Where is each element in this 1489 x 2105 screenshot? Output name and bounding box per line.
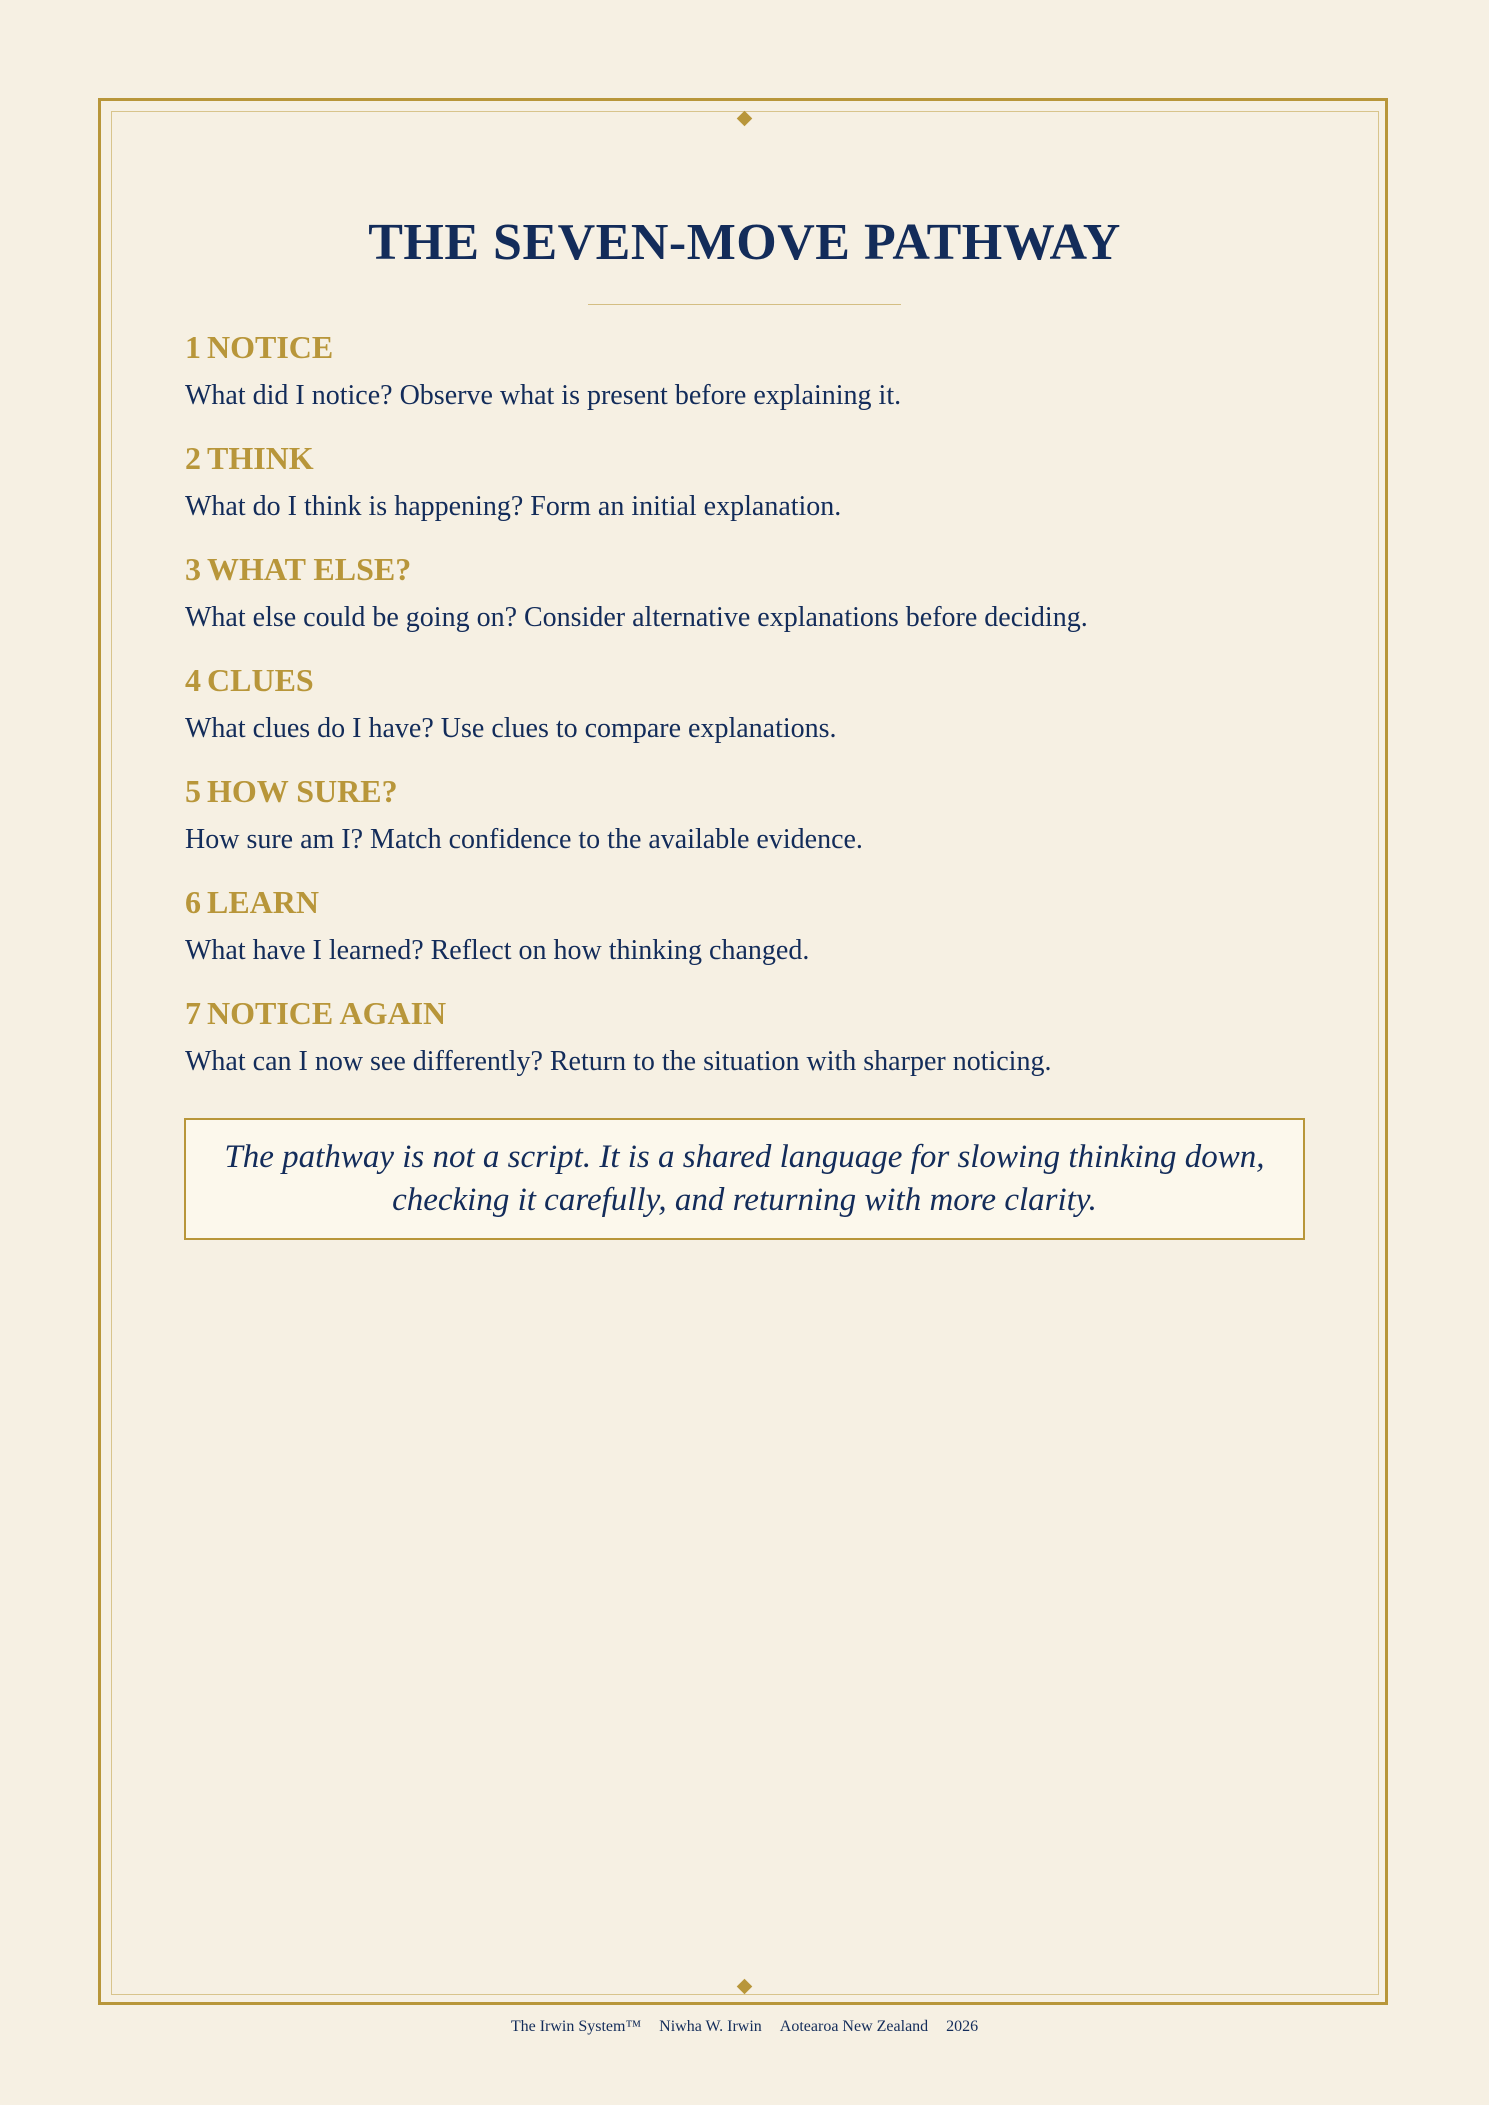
move-description: What have I learned? Reflect on how thinking changed. [185,935,810,966]
footer-author: Niwha W. Irwin [659,2018,762,2035]
move-description: What else could be going on? Consider alternative explanations before deciding. [185,602,1088,633]
footer-system: The Irwin System™ [510,2018,642,2035]
move-number: 7 [185,995,201,1031]
move-item-how-sure [185,769,1305,880]
move-number: 1 [185,329,201,365]
move-number: 4 [185,662,201,698]
move-label: HOW SURE? [207,773,398,809]
move-label: LEARN [207,884,320,920]
move-item-learn [185,880,1305,991]
page-title: THE SEVEN-MOVE PATHWAY [368,214,1121,271]
move-item-clues [185,658,1305,769]
move-label: NOTICE AGAIN [207,995,447,1031]
move-item-notice [185,325,1305,436]
move-label: NOTICE [207,329,334,365]
move-description: How sure am I? Match confidence to the available evidence. [185,824,863,855]
move-heading [185,436,1305,480]
quote-text: The pathway is not a script. It is a shared language for slowing thinking down, checking it carefully, and returning with more clarity. [224,1139,1265,1218]
move-number: 6 [185,884,201,920]
title-divider [588,304,901,305]
move-description: What clues do I have? Use clues to compare explanations. [185,713,837,744]
move-item-notice-again [185,991,1305,1102]
move-heading [185,880,1305,924]
footer-location: Aotearoa New Zealand [779,2018,929,2035]
move-description: What did I notice? Observe what is present before explaining it. [185,380,902,411]
footer-year: 2026 [946,2018,979,2035]
move-heading [185,991,1305,1035]
move-heading [185,325,1305,369]
move-number: 2 [185,440,201,476]
move-label: CLUES [207,662,314,698]
move-number: 5 [185,773,201,809]
move-label: THINK [207,440,314,476]
move-item-think [185,436,1305,547]
move-number: 3 [185,551,201,587]
move-heading [185,769,1305,813]
move-heading [185,658,1305,702]
page-footer [0,2016,1489,2038]
move-heading [185,547,1305,591]
move-item-what-else [185,547,1305,658]
move-description: What do I think is happening? Form an initial explanation. [185,491,842,522]
quote-box [184,1118,1305,1240]
move-label: WHAT ELSE? [207,551,412,587]
moves-list [185,325,1305,1102]
move-description: What can I now see differently? Return to the situation with sharper noticing. [185,1046,1052,1077]
